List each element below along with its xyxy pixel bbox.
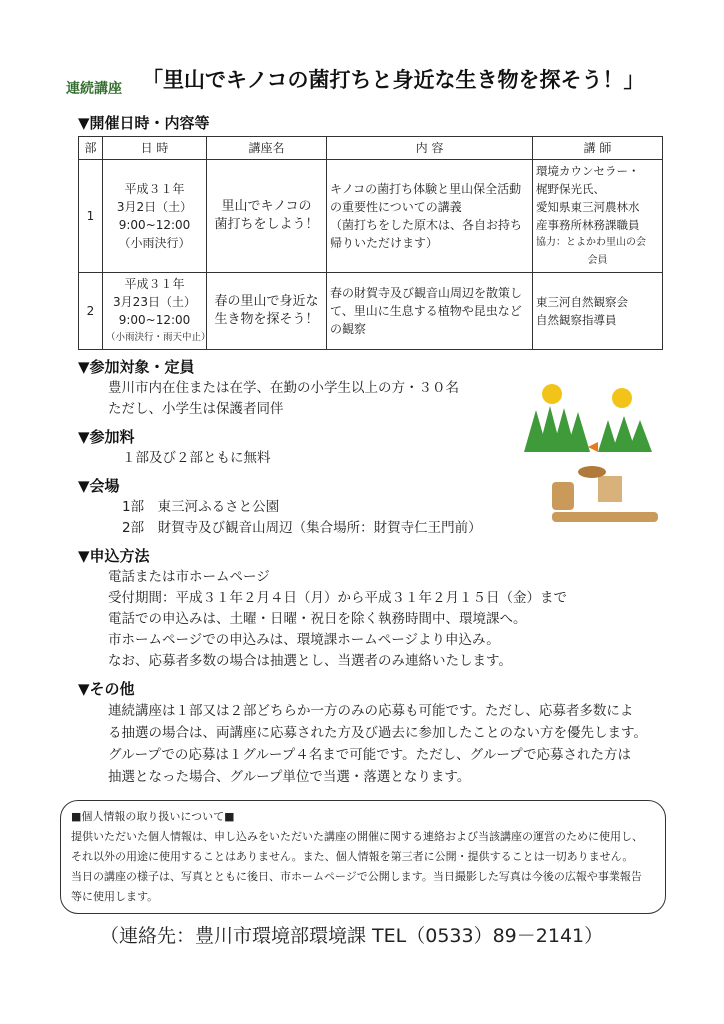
mushroom-log-icon xyxy=(552,466,658,522)
text-line: グループでの応募は１グループ４名まで可能です。ただし、グループで応募された方は xyxy=(108,747,631,763)
course-name xyxy=(207,273,327,350)
lecturer-line: 会員 xyxy=(587,255,608,266)
text-line: 当日の講座の様子は、写真とともに後日、市ホームページで公開します。当日撮影した写真は今後の広報や事業報告 xyxy=(71,870,642,883)
other-heading: ▼その他 xyxy=(78,680,135,698)
venue-heading: ▼会場 xyxy=(78,477,120,495)
tree-icon xyxy=(524,406,652,452)
date-line: （小雨決行） xyxy=(118,236,191,250)
date-line: （小雨決行・雨天中止） xyxy=(106,332,211,343)
series-label: 連続講座 xyxy=(66,81,122,97)
text-line: 市ホームページでの申込みは、環境課ホームページより申込み。 xyxy=(108,632,500,648)
text-line: 提供いただいた個人情報は、申し込みをいただいた講座の開催に関する連絡および当該講座の運営のために使用し、 xyxy=(71,830,643,843)
lecturer-line: 愛知県東三河農林水 xyxy=(536,200,640,214)
target-heading: ▼参加対象・定員 xyxy=(78,358,195,376)
table-row xyxy=(79,273,663,350)
name-line: 春の里山で身近な xyxy=(214,294,319,309)
date-line: 3月23日（土） xyxy=(113,295,196,309)
text-line: 連続講座は１部又は２部どちらか一方のみの応募も可能です。ただし、応募者多数によ xyxy=(108,703,634,719)
content xyxy=(327,160,533,273)
text-line: 等に使用します。 xyxy=(71,890,159,903)
text-line: それ以外の用途に使用することはありません。また、個人情報を第三者に公開・提供することは一切ありません。 xyxy=(71,850,634,863)
content-line: の観察 xyxy=(330,322,367,336)
content xyxy=(327,273,533,350)
page-title: 「里山でキノコの菌打ちと身近な生き物を探そう！」 xyxy=(142,68,645,92)
contact-info: （連絡先：豊川市環境部環境課 TEL（0533）89－2141） xyxy=(100,925,604,947)
content-line: （菌打ちをした原木は、各自お持ち xyxy=(330,218,523,232)
col-date: 日 時 xyxy=(103,137,207,160)
date-line: 3月2日（土） xyxy=(116,200,193,214)
apply-heading: ▼申込方法 xyxy=(78,547,150,565)
text-line: 抽選となった場合、グループ単位で当選・落選となります。 xyxy=(108,769,471,785)
text-line: ただし、小学生は保護者同伴 xyxy=(108,401,284,417)
content-line: て、里山に生息する植物や昆虫など xyxy=(330,304,522,318)
date xyxy=(103,273,211,350)
lecturer-line: 自然観察指導員 xyxy=(536,313,617,327)
date-line: 平成３１年 xyxy=(124,182,185,196)
text-line: 電話または市ホームページ xyxy=(108,569,270,585)
date-line: 9:00~12:00 xyxy=(118,218,191,232)
name-line: 菌打ちをしよう！ xyxy=(214,217,319,232)
content-line: キノコの菌打ち体験と里山保全活動 xyxy=(330,182,522,196)
part: 2 xyxy=(79,273,103,350)
table-row xyxy=(79,160,663,273)
text-line: 2部 財賀寺及び観音山周辺（集合場所：財賀寺仁王門前） xyxy=(122,520,482,536)
lecturer xyxy=(533,273,663,350)
name-line: 生き物を探そう！ xyxy=(214,312,319,327)
col-content: 内 容 xyxy=(327,137,533,160)
lecturer xyxy=(533,160,663,273)
lecturer-line: 環境カウンセラー・ xyxy=(536,164,640,178)
text-line: 電話での申込みは、土曜・日曜・祝日を除く執務時間中、環境課へ。 xyxy=(108,611,527,627)
fee-text: １部及び２部ともに無料 xyxy=(122,450,271,466)
table-header-row xyxy=(79,137,663,160)
text-line: 受付期間：平成３１年２月４日（月）から平成３１年２月１５日（金）まで xyxy=(108,590,567,606)
date-line: 9:00~12:00 xyxy=(118,313,191,327)
text-line: 豊川市内在住または在学、在勤の小学生以上の方・３０名 xyxy=(108,380,459,396)
course-name xyxy=(207,160,327,273)
content-line: 春の財賀寺及び観音山周辺を散策し xyxy=(330,286,523,300)
col-part: 部 xyxy=(79,137,103,160)
schedule-heading: ▼開催日時・内容等 xyxy=(78,114,210,132)
apply-text xyxy=(78,567,724,672)
date-line: 平成３１年 xyxy=(124,277,185,291)
col-name: 講座名 xyxy=(207,137,327,160)
schedule-table xyxy=(78,136,663,350)
lecturer-line: 梶野保光氏、 xyxy=(536,182,605,196)
lecturer-line: 協力：とよかわ里山の会 xyxy=(536,237,646,248)
other-text xyxy=(78,700,724,788)
text-line: 1部 東三河ふるさと公園 xyxy=(122,499,280,515)
header xyxy=(0,0,724,112)
fee-heading: ▼参加料 xyxy=(78,428,135,446)
sun-icon xyxy=(542,384,632,408)
date xyxy=(103,160,207,273)
part: 1 xyxy=(79,160,103,273)
name-line: 里山でキノコの xyxy=(221,199,312,214)
forest-mushroom-illustration xyxy=(518,376,663,536)
main-content xyxy=(0,112,724,788)
col-lecturer: 講 師 xyxy=(533,137,663,160)
privacy-notice xyxy=(60,800,666,914)
text-line: る抽選の場合は、両講座に応募された方及び過去に参加したことのない方を優先します。 xyxy=(108,725,647,741)
privacy-heading: ■個人情報の取り扱いについて■ xyxy=(71,810,235,823)
lecturer-line: 産事務所林務課職員 xyxy=(536,218,640,232)
content-line: 帰りいただけます） xyxy=(330,236,439,250)
details xyxy=(78,356,724,788)
text-line: なお、応募者多数の場合は抽選とし、当選者のみ連絡いたします。 xyxy=(108,653,512,669)
content-line: の重要性についての講義 xyxy=(330,200,462,214)
lecturer-line: 東三河自然観察会 xyxy=(536,295,628,309)
